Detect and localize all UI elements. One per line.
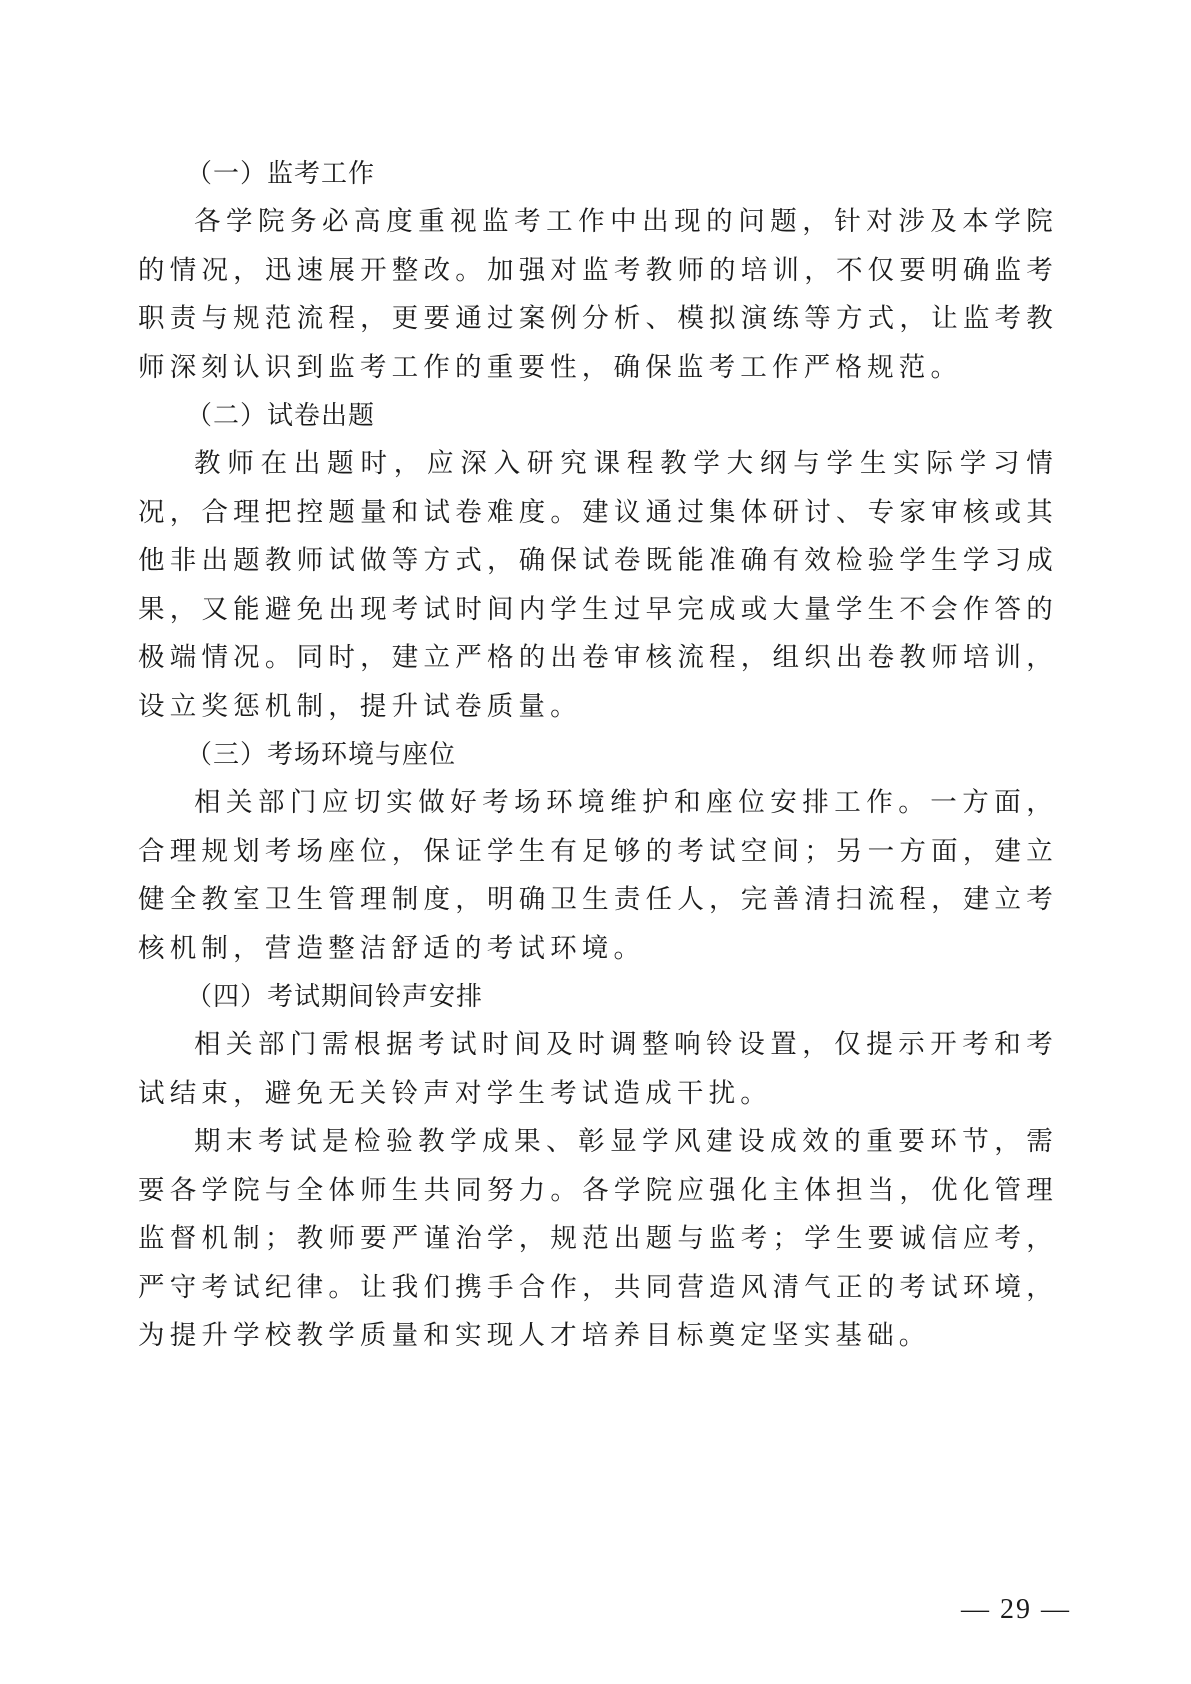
section-heading-3: （三）考场环境与座位 bbox=[186, 740, 457, 770]
section-paragraph-1: 各学院务必高度重视监考工作中出现的问题，针对涉及本学院的情况，迅速展开整改。加强对监考教师的培训，不仅要明确监考职责与规范流程，更要通过案例分析、模拟演练等方式，让监考教师深刻认识到监考工作的重要性，确保监考工作严格规范。 bbox=[138, 206, 1058, 383]
section-paragraph-2: 教师在出题时，应深入研究课程教学大纲与学生实际学习情况，合理把控题量和试卷难度。建议通过集体研讨、专家审核或其他非出题教师试做等方式，确保试卷既能准确有效检验学生学习成果，又能避免出现考试时间内学生过早完成或大量学生不会作答的极端情况。同时，建立严格的出卷审核流程，组织出卷教师培训，设立奖惩机制，提升试卷质量。 bbox=[138, 448, 1058, 722]
conclusion-paragraph: 期末考试是检验教学成果、彰显学风建设成效的重要环节，需要各学院与全体师生共同努力。各学院应强化主体担当，优化管理监督机制；教师要严谨治学，规范出题与监考；学生要诚信应考，严守考试纪律。让我们携手合作，共同营造风清气正的考试环境，为提升学校教学质量和实现人才培养目标奠定坚实基础。 bbox=[138, 1126, 1058, 1351]
section-paragraph-4: 相关部门需根据考试时间及时调整响铃设置，仅提示开考和考试结束，避免无关铃声对学生考试造成干扰。 bbox=[138, 1029, 1058, 1109]
section-paragraph-3: 相关部门应切实做好考场环境维护和座位安排工作。一方面，合理规划考场座位，保证学生有足够的考试空间；另一方面，建立健全教室卫生管理制度，明确卫生责任人，完善清扫流程，建立考核机制，营造整洁舒适的考试环境。 bbox=[138, 787, 1058, 964]
section-heading-4: （四）考试期间铃声安排 bbox=[186, 982, 484, 1012]
section-heading-2: （二）试卷出题 bbox=[186, 401, 376, 431]
page-number: — 29 — bbox=[961, 1594, 1071, 1625]
section-heading-1: （一）监考工作 bbox=[186, 159, 376, 189]
document-body bbox=[138, 150, 1058, 1361]
